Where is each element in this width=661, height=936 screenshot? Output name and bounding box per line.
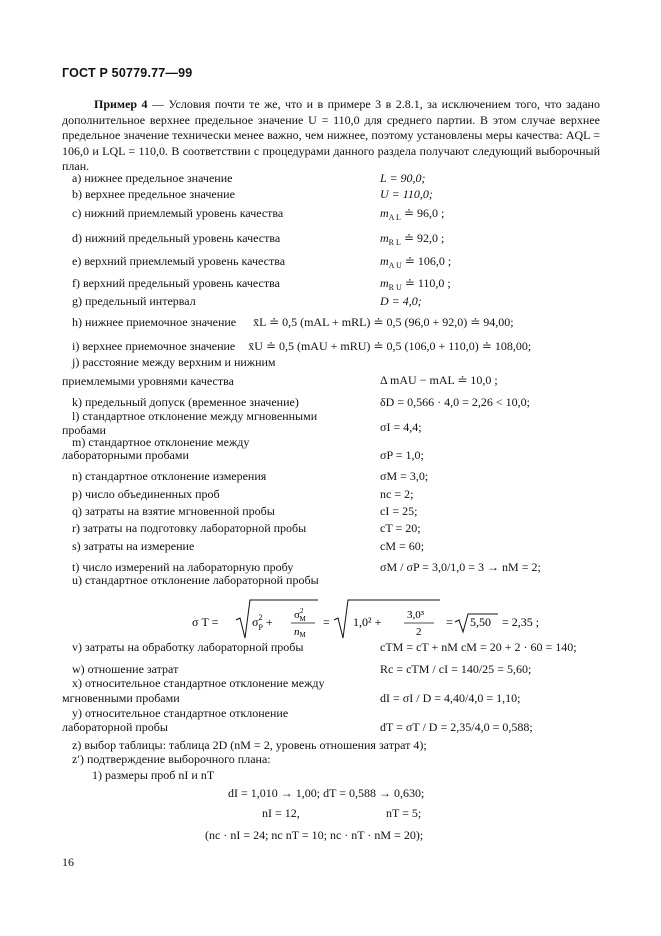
item-label: d) нижний предельный уровень качества [72, 231, 281, 245]
item-i [72, 339, 531, 353]
item-w-value: Rc = cTM / cI = 140/25 = 5,60; [380, 662, 532, 676]
item-label: h) нижнее приемочное значение [72, 315, 237, 329]
item-r: r) затраты на подготовку лабораторной пробы [72, 521, 307, 535]
item-value: $m_{A U}$ ≐ 106,0 ; [380, 254, 452, 270]
page-number: 16 [62, 855, 74, 869]
item-z-prime: z′) подтверждение выборочного плана: [72, 752, 271, 766]
item-n: n) стандартное отклонение измерения [72, 469, 267, 483]
item-m-label2: лабораторными пробами [62, 448, 189, 462]
document-header: ГОСТ Р 50779.77—99 [62, 66, 193, 80]
item-label: b) верхнее предельное значение [72, 187, 235, 201]
item-label: k) предельный допуск (временное значение) [72, 395, 299, 409]
item-s: s) затраты на измерение [72, 539, 195, 553]
item-x-label2: мгновенными пробами [62, 691, 180, 705]
item-k-value: δD = 0,566 · 4,0 = 2,26 < 10,0; [380, 395, 530, 409]
formula-rhs: = 2,35 ; [502, 615, 540, 629]
item-j-value: Δ mAU − mAL ≐ 10,0 ; [380, 373, 498, 387]
frac1-num: $\sigma^2$ M [294, 607, 306, 623]
item-formula: x̄L ≐ 0,5 (mAL + mRL) ≐ 0,5 (96,0 + 92,0) ≐ 94,00; [253, 315, 514, 329]
item-j-label2: приемлемыми уровнями качества [62, 374, 234, 388]
item-l-value: σI = 4,4; [380, 420, 422, 434]
item-j-label1: j) расстояние между верхним и нижним [72, 355, 276, 369]
item-h [72, 315, 514, 329]
item-y-label1: y) относительное стандартное отклонение [72, 706, 289, 720]
item-label: f) верхний предельный уровень качества [72, 276, 280, 290]
calc-line-3: (nc · nI = 24; nc nT = 10; nc · nT · nM = 20); [205, 828, 424, 842]
item-y-value: dT = σT / D = 2,35/4,0 = 0,588; [380, 720, 533, 734]
sqrt-sign-2 [334, 600, 440, 638]
item-y-label2: лабораторной пробы [62, 720, 168, 734]
formula-root3: 5,50 [470, 615, 491, 629]
frac1-den: nM [294, 626, 306, 639]
item-value: L = 90,0; [380, 171, 426, 185]
item-p-value: nc = 2; [380, 487, 414, 501]
example-title: Пример 4 [94, 97, 148, 111]
formula-eq2: = [446, 615, 453, 629]
item-w: w) отношение затрат [72, 662, 179, 676]
item-v-value: cTM = cT + nM cM = 20 + 2 · 60 = 140; [380, 640, 577, 654]
item-m-value: σP = 1,0; [380, 448, 424, 462]
item-t: t) число измерений на лабораторную пробу [72, 560, 294, 574]
item-m-label1: m) стандартное отклонение между [72, 435, 250, 449]
item-label: c) нижний приемлемый уровень качества [72, 206, 284, 220]
calc-line-1: dI = 1,010 → 1,00; dT = 0,588 → 0,630; [228, 786, 425, 800]
item-z: z) выбор таблицы: таблица 2D (nM = 2, уровень отношения затрат 4); [72, 738, 427, 752]
item-k [72, 395, 299, 409]
example-text: — Условия почти те же, что и в примере 3 в 2.8.1, за исключением того, что задано дополнительное верхнее предельное значение U = 110,0 для среднего партии. В этом случае верхнее предельное значение технически менее важно, чем нижнее, поэтому установлены меры качества: AQL = 106,0 и LQL = 110,0. В соответствии с процедурами данного раздела получают следующий выборочный план. [62, 97, 600, 173]
calc-line-2a: nI = 12, [262, 806, 300, 820]
formula-lhs: σ T = [192, 615, 219, 629]
formula-mid: 1,0² + [353, 615, 382, 629]
item-n-value: σM = 3,0; [380, 469, 429, 483]
item-value: $m_{R L}$ ≐ 92,0 ; [380, 231, 445, 247]
item-label: i) верхнее приемочное значение [72, 339, 236, 353]
item-v: v) затраты на обработку лабораторной пробы [72, 640, 304, 654]
item-value: U = 110,0; [380, 187, 433, 201]
item-label: g) предельный интервал [72, 294, 196, 308]
item-p: p) число объединенных проб [72, 487, 220, 501]
frac2-den: 2 [416, 626, 422, 638]
item-t-value: σM / σP = 3,0/1,0 = 3 → nM = 2; [380, 560, 541, 574]
item-q-value: cI = 25; [380, 504, 418, 518]
item-formula: x̄U ≐ 0,5 (mAU + mRU) ≐ 0,5 (106,0 + 110,0) ≐ 108,00; [248, 339, 532, 353]
item-r-value: cT = 20; [380, 521, 421, 535]
item-u: u) стандартное отклонение лабораторной пробы [72, 573, 319, 587]
item-label: a) нижнее предельное значение [72, 171, 233, 185]
item-q: q) затраты на взятие мгновенной пробы [72, 504, 275, 518]
item-l-label1: l) стандартное отклонение между мгновенными [72, 409, 318, 423]
calc-line-2b: nT = 5; [386, 806, 422, 820]
formula-eq1: = [323, 615, 330, 629]
item-value: D = 4,0; [380, 294, 422, 308]
item-l-label2: пробами [62, 423, 106, 437]
item-label: e) верхний приемлемый уровень качества [72, 254, 286, 268]
item-s-value: cM = 60; [380, 539, 425, 553]
frac2-num: 3,0³ [407, 609, 425, 621]
item-z-prime-1: 1) размеры проб nI и nT [92, 768, 215, 782]
sigma-p-sq: $\sigma^2$ P + [252, 613, 273, 632]
item-x-value: dI = σI / D = 4,40/4,0 = 1,10; [380, 691, 521, 705]
item-value: $m_{R U}$ ≐ 110,0 ; [380, 276, 451, 292]
item-x-label1: x) относительное стандартное отклонение между [72, 676, 325, 690]
example-intro [62, 97, 600, 175]
item-value: $m_{A L}$ ≐ 96,0 ; [380, 206, 445, 222]
